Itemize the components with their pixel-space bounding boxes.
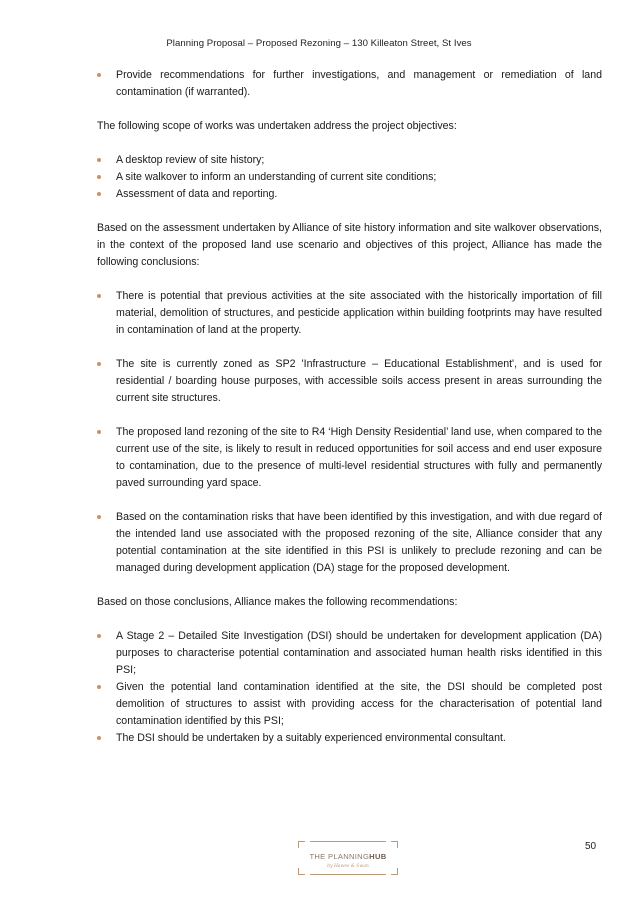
conclusions-intro-paragraph: Based on the assessment undertaken by Alliance of site history information and site walkover observations, in the context of the proposed land use scenario and objectives of this project, Alliance has made the following conclusions: bbox=[97, 222, 602, 268]
logo-title: THE PLANNINGHUB bbox=[309, 852, 387, 861]
list-item: A Stage 2 – Detailed Site Investigation (DSI) should be undertaken for development application (DA) purposes to characterise potential contamination and associated human health risks identified in this PSI; bbox=[97, 628, 602, 679]
list-item: The proposed land rezoning of the site to R4 ‘High Density Residential’ land use, when compared to the current use of the site, is likely to result in reduced opportunities for soil access and end user exposure to contamination, due to the presence of multi-level residential structures with fully and permanently paved surrounding yard space. bbox=[97, 424, 602, 492]
logo-tagline: by Hawes & Swan bbox=[327, 864, 369, 869]
scope-bullet-list bbox=[97, 152, 602, 203]
list-item: Based on the contamination risks that have been identified by this investigation, and with due regard of the intended land use associated with the proposed rezoning of the site, Alliance consider that any potential contamination at the site identified in this PSI is unlikely to preclude rezoning and can be managed during development application (DA) stage for the proposed development. bbox=[97, 509, 602, 577]
conclusions-bullet-list bbox=[97, 288, 602, 577]
recommendations-intro-paragraph: Based on those conclusions, Alliance makes the following recommendations: bbox=[97, 596, 458, 608]
document-body bbox=[97, 67, 602, 747]
list-item: Assessment of data and reporting. bbox=[97, 186, 602, 203]
list-item: A site walkover to inform an understanding of current site conditions; bbox=[97, 169, 602, 186]
scope-paragraph: The following scope of works was undertaken address the project objectives: bbox=[97, 120, 457, 132]
planning-hub-logo bbox=[298, 841, 398, 875]
list-item: A desktop review of site history; bbox=[97, 152, 602, 169]
page-number: 50 bbox=[585, 841, 597, 852]
list-item: Provide recommendations for further investigations, and management or remediation of land contamination (if warranted). bbox=[97, 67, 602, 101]
page-header: Planning Proposal – Proposed Rezoning – 130 Killeaton Street, St Ives bbox=[166, 38, 472, 49]
recommendations-bullet-list bbox=[97, 628, 602, 747]
list-item: Given the potential land contamination identified at the site, the DSI should be completed post demolition of structures to assist with providing access for the characterisation of potential land contamination identified by this PSI; bbox=[97, 679, 602, 730]
list-item: The site is currently zoned as SP2 'Infrastructure – Educational Establishment', and is used for residential / boarding house purposes, with accessible soils access present in areas surrounding the current site structures. bbox=[97, 356, 602, 407]
list-item: There is potential that previous activities at the site associated with the historically importation of fill material, demolition of structures, and pesticide application within building footprints may have resulted in contamination of land at the property. bbox=[97, 288, 602, 339]
intro-bullet-list bbox=[97, 67, 602, 101]
list-item: The DSI should be undertaken by a suitably experienced environmental consultant. bbox=[97, 730, 602, 747]
